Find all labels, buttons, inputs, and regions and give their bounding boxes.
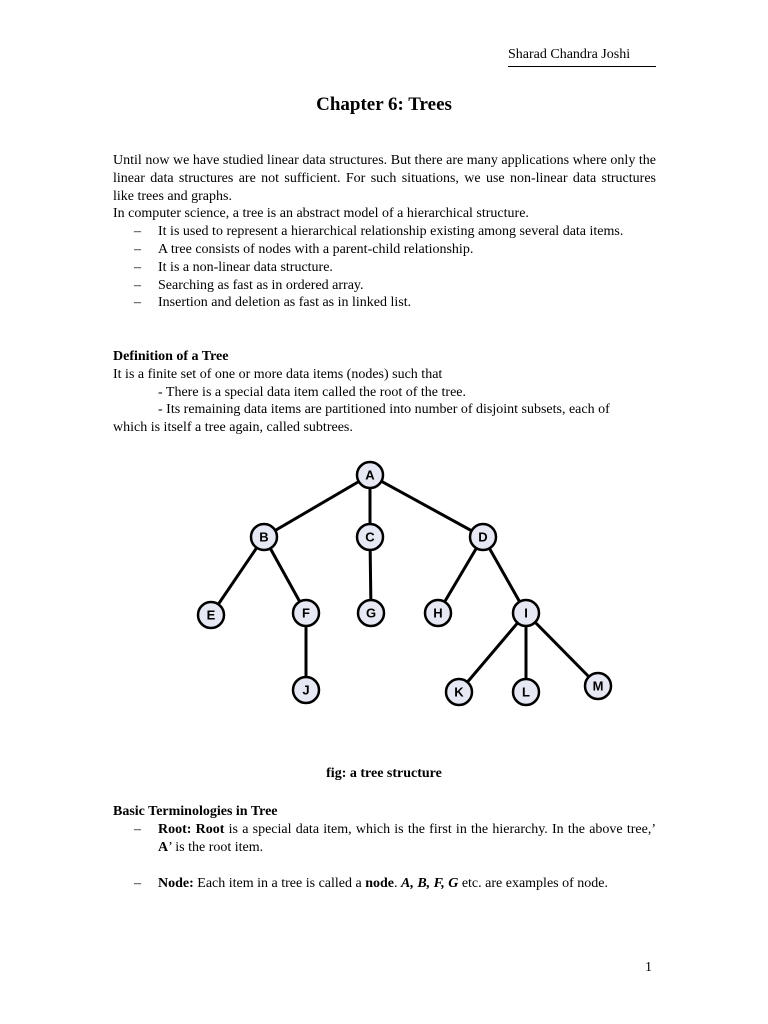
dash-marker: – xyxy=(134,821,141,837)
tree-node-j xyxy=(293,677,319,703)
tree-node-label: G xyxy=(365,605,377,621)
tree-node-label: B xyxy=(259,529,269,545)
definition-line: It is a finite set of one or more data items (nodes) such that xyxy=(113,366,443,382)
definition-heading: Definition of a Tree xyxy=(113,349,229,364)
term-node xyxy=(113,875,656,893)
dash-marker: – xyxy=(134,224,141,240)
dash-marker: – xyxy=(134,295,141,311)
definition-point-2-continued: which is itself a tree again, called subtrees. xyxy=(113,420,353,436)
tree-node-label: D xyxy=(478,529,488,545)
intro-paragraph-1: Until now we have studied linear data structures. But there are many applications where only the linear data structures are not sufficient. For such situations, we use non-linear data structures like trees and graphs. xyxy=(113,153,656,204)
definition-point-2: - Its remaining data items are partitioned into number of disjoint subsets, each of xyxy=(158,402,610,418)
tree-node-label: J xyxy=(302,682,310,698)
tree-node-label: E xyxy=(206,607,216,623)
tree-node-label: C xyxy=(365,529,375,545)
intro-section xyxy=(113,152,656,312)
tree-edge-i-k xyxy=(459,613,526,692)
tree-edge-i-m xyxy=(526,613,598,686)
intro-bullet-text: Insertion and deletion as fast as in linked list. xyxy=(158,295,412,311)
tree-node-e xyxy=(198,602,224,628)
term-node-text-end: etc. are examples of node. xyxy=(458,876,608,892)
tree-node-label: F xyxy=(302,605,310,621)
definition-section xyxy=(113,348,656,437)
tree-node-label: M xyxy=(592,678,604,694)
tree-edge-a-b xyxy=(264,475,370,537)
intro-bullet-text: It is used to represent a hierarchical relationship existing among several data items. xyxy=(158,224,624,240)
page-number: 1 xyxy=(645,960,652,975)
intro-bullet xyxy=(113,223,656,241)
intro-bullet xyxy=(113,259,656,277)
intro-bullet xyxy=(113,241,656,259)
term-root-label: Root: xyxy=(158,821,192,837)
term-root xyxy=(113,821,656,857)
term-node-label: Node: xyxy=(158,876,194,892)
tree-node-label: H xyxy=(433,605,443,621)
tree-node-d xyxy=(470,524,496,550)
tree-node-m xyxy=(585,673,611,699)
header-author: Sharad Chandra Joshi xyxy=(508,46,656,67)
tree-node-b xyxy=(251,524,277,550)
tree-node-g xyxy=(358,600,384,626)
tree-node-h xyxy=(425,600,451,626)
tree-edge-a-d xyxy=(370,475,483,537)
tree-node-k xyxy=(446,679,472,705)
term-node-text-mid: . xyxy=(394,876,401,892)
tree-node-label: I xyxy=(524,605,528,621)
dash-marker: – xyxy=(134,241,141,257)
tree-node-label: L xyxy=(522,684,530,700)
term-root-text-end: ’ is the root item. xyxy=(168,839,264,855)
tree-node-i xyxy=(513,600,539,626)
intro-bullet-text: A tree consists of nodes with a parent-child relationship. xyxy=(158,241,474,257)
tree-node-label: K xyxy=(454,684,464,700)
terminology-section xyxy=(113,803,656,893)
tree-node-f xyxy=(293,600,319,626)
intro-bullet xyxy=(113,294,656,312)
term-node-word: node xyxy=(365,876,394,892)
tree-node-c xyxy=(357,524,383,550)
dash-marker: – xyxy=(134,277,141,293)
terminology-heading: Basic Terminologies in Tree xyxy=(113,804,278,819)
tree-node-l xyxy=(513,679,539,705)
intro-bullet-text: It is a non-linear data structure. xyxy=(158,259,333,275)
figure-caption: fig: a tree structure xyxy=(326,766,442,781)
tree-node-a xyxy=(357,462,383,488)
term-root-highlight: A xyxy=(158,839,169,855)
term-node-examples: A, B, F, G xyxy=(401,876,459,892)
tree-diagram xyxy=(180,455,640,715)
dash-marker: – xyxy=(134,259,141,275)
term-node-text: Each item in a tree is called a xyxy=(193,876,366,892)
intro-bullet xyxy=(113,277,656,295)
chapter-title: Chapter 6: Trees xyxy=(316,94,452,115)
intro-bullet-list xyxy=(113,223,656,312)
term-root-text: is a special data item, which is the first in the hierarchy. In the above tree,’ xyxy=(224,821,656,837)
definition-point-1: - There is a special data item called the root of the tree. xyxy=(158,384,466,400)
intro-paragraph-2: In computer science, a tree is an abstract model of a hierarchical structure. xyxy=(113,206,529,222)
dash-marker: – xyxy=(134,876,141,892)
term-root-word: Root xyxy=(195,821,225,837)
terminology-list xyxy=(113,821,656,893)
tree-node-label: A xyxy=(365,467,375,483)
intro-bullet-text: Searching as fast as in ordered array. xyxy=(158,277,364,293)
